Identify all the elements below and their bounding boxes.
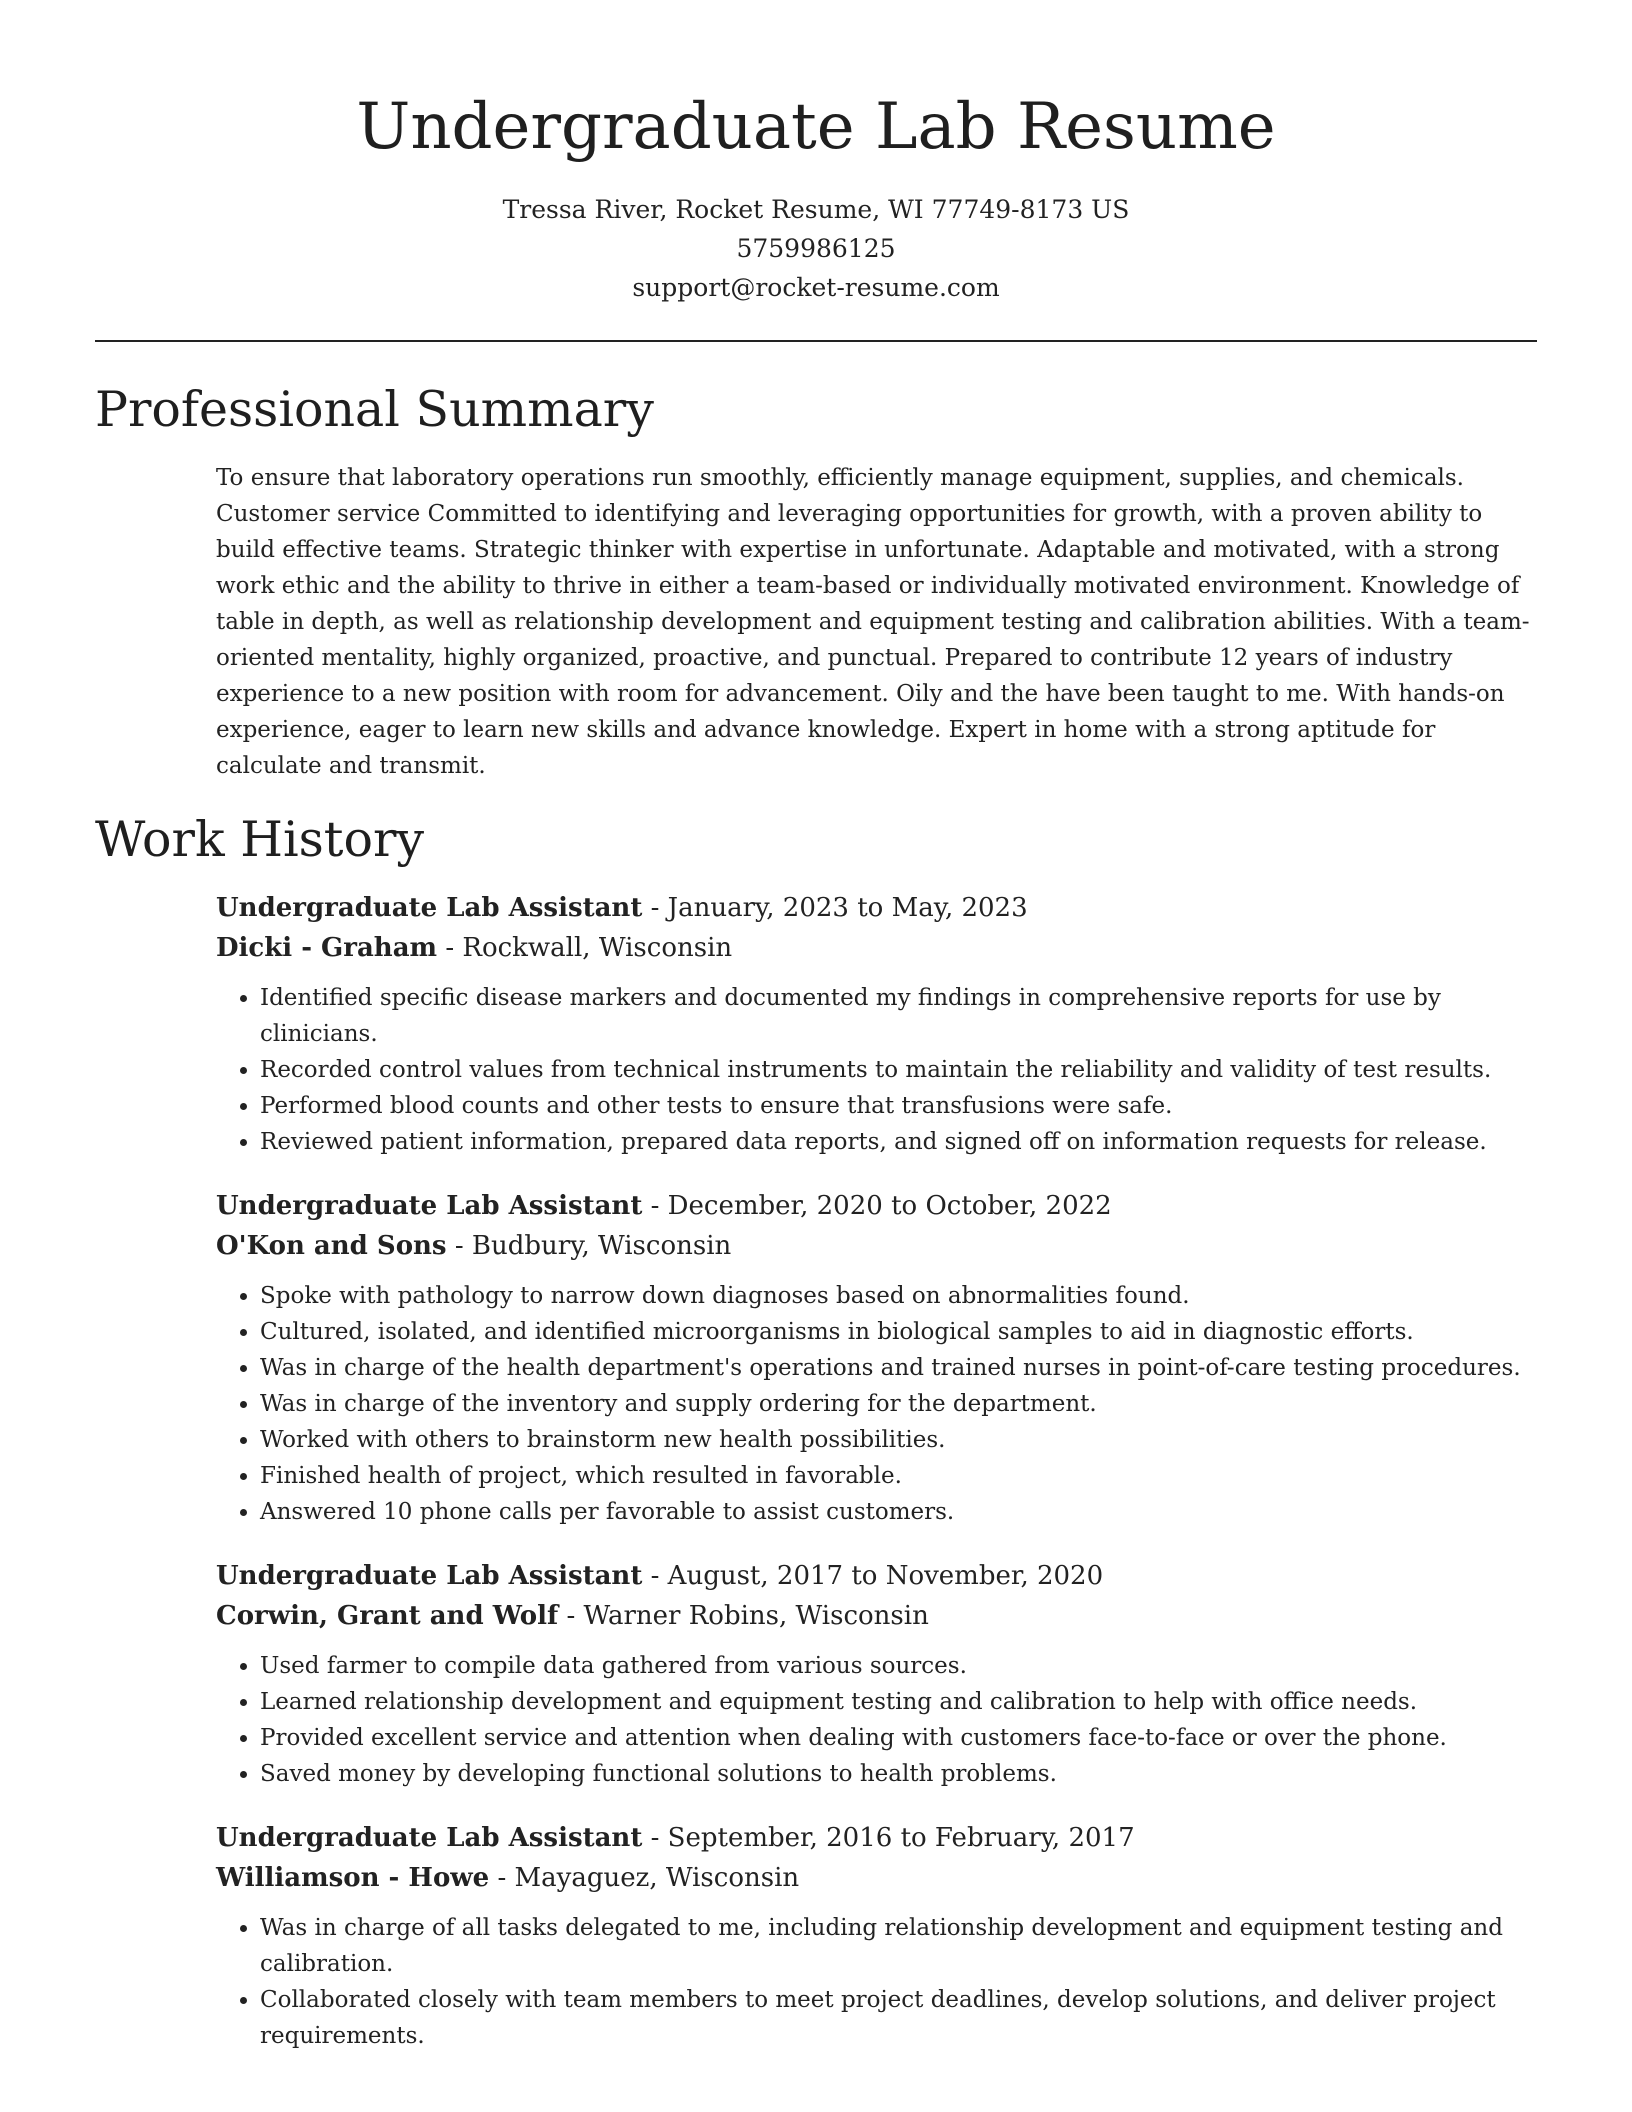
job-title: Undergraduate Lab Assistant — [216, 893, 643, 923]
job-dates: - September, 2016 to February, 2017 — [642, 1823, 1135, 1853]
job-company: Corwin, Grant and Wolf — [216, 1601, 559, 1631]
job-bullet: • Was in charge of the inventory and supply ordering for the department. — [260, 1386, 1541, 1422]
job-company: Dicki - Graham — [216, 933, 438, 963]
job-bullet: • Used farmer to compile data gathered from various sources. — [260, 1648, 1541, 1684]
job-title: Undergraduate Lab Assistant — [216, 1561, 643, 1591]
work-history-list — [216, 888, 1541, 2080]
job-location: - Rockwall, Wisconsin — [437, 933, 733, 963]
contact-address: Tressa River, Rocket Resume, WI 77749-8173 US — [502, 195, 1130, 224]
job-bullets — [216, 1278, 1541, 1530]
job-bullet: • Was in charge of the health department's operations and trained nurses in point-of-care testing procedures. — [260, 1350, 1541, 1386]
work-history-heading: Work History — [95, 811, 425, 868]
job-bullet: • Answered 10 phone calls per favorable to assist customers. — [260, 1494, 1541, 1530]
job-bullets — [216, 1910, 1541, 2054]
contact-phone: 5759986125 — [736, 234, 896, 263]
job-dates: - August, 2017 to November, 2020 — [642, 1561, 1104, 1591]
job-bullet: • Was in charge of all tasks delegated to me, including relationship development and equipment testing and calibration. — [260, 1910, 1541, 1982]
job-bullet: • Reviewed patient information, prepared data reports, and signed off on information requests for release. — [260, 1124, 1541, 1160]
summary-text: To ensure that laboratory operations run smoothly, efficiently manage equipment, supplies, and chemicals. Customer service Committed to identifying and leveraging opportunities for growth, with a proven ability to build effective teams. Strategic thinker with expertise in unfortunate. Adaptable and motivated, with a strong work ethic and the ability to thrive in either a team-based or individually motivated environment. Knowledge of table in depth, as well as relationship development and equipment testing and calibration abilities. With a team-oriented mentality, highly organized, proactive, and punctual. Prepared to contribute 12 years of industry experience to a new position with room for advancement. Oily and the have been taught to me. With hands-on experience, eager to learn new skills and advance knowledge. Expert in home with a strong aptitude for calculate and transmit. — [216, 465, 1530, 779]
job-title: Undergraduate Lab Assistant — [216, 1823, 643, 1853]
job-title: Undergraduate Lab Assistant — [216, 1191, 643, 1221]
job-entry — [216, 1186, 1541, 1530]
job-location: - Mayaguez, Wisconsin — [489, 1863, 800, 1893]
job-bullet: • Worked with others to brainstorm new health possibilities. — [260, 1422, 1541, 1458]
job-entry — [216, 1818, 1541, 2054]
job-bullets — [216, 980, 1541, 1160]
job-dates: - December, 2020 to October, 2022 — [642, 1191, 1112, 1221]
job-company-line — [216, 1858, 1541, 1898]
job-entry — [216, 1556, 1541, 1792]
job-location: - Warner Robins, Wisconsin — [558, 1601, 929, 1631]
contact-block — [0, 190, 1632, 307]
summary-heading: Professional Summary — [95, 381, 654, 438]
resume-title: Undergraduate Lab Resume — [356, 90, 1276, 164]
job-company-line — [216, 928, 1541, 968]
job-bullets — [216, 1648, 1541, 1792]
header-divider — [95, 340, 1537, 342]
job-dates: - January, 2023 to May, 2023 — [642, 893, 1028, 923]
job-bullet: • Learned relationship development and equipment testing and calibration to help with office needs. — [260, 1684, 1541, 1720]
job-bullet: • Collaborated closely with team members to meet project deadlines, develop solutions, and deliver project requirements. — [260, 1982, 1541, 2054]
job-bullet: • Spoke with pathology to narrow down diagnoses based on abnormalities found. — [260, 1278, 1541, 1314]
job-title-line — [216, 1556, 1541, 1596]
job-bullet: • Performed blood counts and other tests to ensure that transfusions were safe. — [260, 1088, 1541, 1124]
job-title-line — [216, 1186, 1541, 1226]
job-bullet: • Finished health of project, which resulted in favorable. — [260, 1458, 1541, 1494]
job-company-line — [216, 1226, 1541, 1266]
job-bullet: • Provided excellent service and attention when dealing with customers face-to-face or over the phone. — [260, 1720, 1541, 1756]
job-location: - Budbury, Wisconsin — [446, 1231, 732, 1261]
job-company: O'Kon and Sons — [216, 1231, 447, 1261]
resume-header — [0, 0, 1632, 307]
job-bullet: • Identified specific disease markers and documented my findings in comprehensive reports for use by clinicians. — [260, 980, 1541, 1052]
job-bullet: • Saved money by developing functional solutions to health problems. — [260, 1756, 1541, 1792]
job-entry — [216, 888, 1541, 1160]
job-company-line — [216, 1596, 1541, 1636]
contact-email: support@rocket-resume.com — [632, 273, 1000, 302]
job-company: Williamson - Howe — [216, 1863, 490, 1893]
job-title-line — [216, 1818, 1541, 1858]
job-title-line — [216, 888, 1541, 928]
job-bullet: • Cultured, isolated, and identified microorganisms in biological samples to aid in diagnostic efforts. — [260, 1314, 1541, 1350]
job-bullet: • Recorded control values from technical instruments to maintain the reliability and validity of test results. — [260, 1052, 1541, 1088]
